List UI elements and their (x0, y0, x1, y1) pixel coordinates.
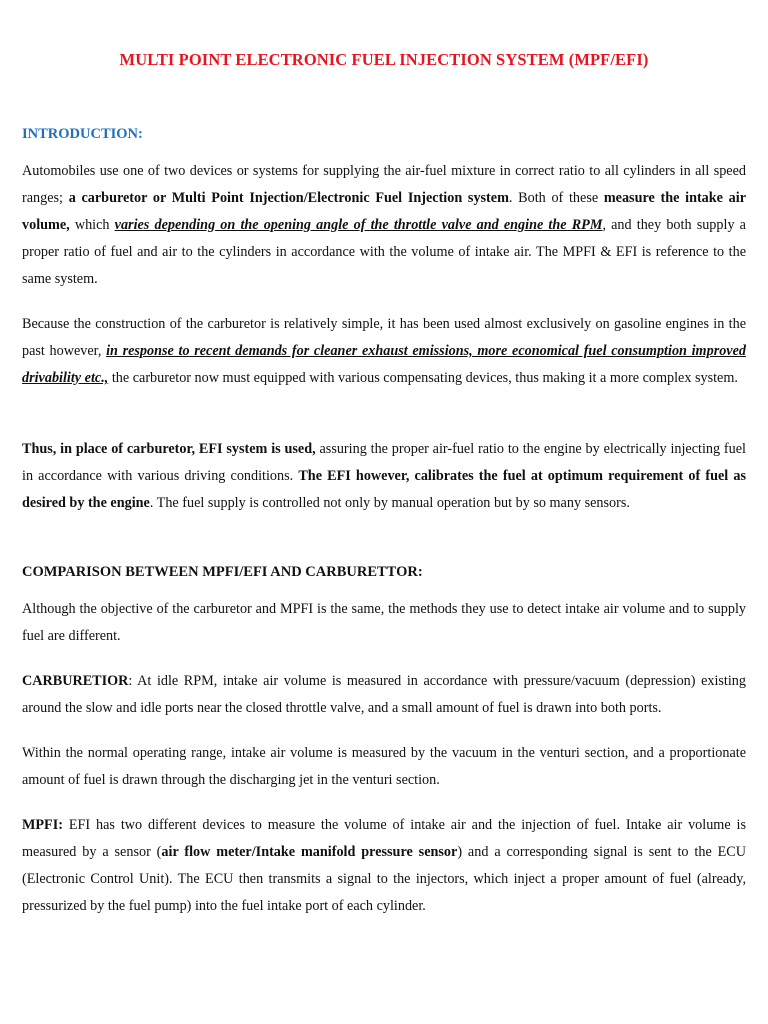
text-span: ) and a corresponding signal is sent to the ECU (Electronic Control Unit). The ECU then transmits a signal to the injectors, which inject a proper amount of fuel (already, pressurized by the fuel pump) into the fuel intake port of each cylinder. (22, 844, 747, 914)
comparison-paragraph-1: Although the objective of the carburetor and MPFI is the same, the methods they use to detect intake air volume and to supply fuel are different. (22, 601, 746, 644)
bold-span: The EFI however, calibrates the fuel at optimum requirement of fuel as desired by the engine (22, 468, 746, 511)
comparison-heading: COMPARISON BETWEEN MPFI/EFI AND CARBURETTOR: (22, 564, 423, 580)
bold-span: Thus, in place of carburetor, EFI system is used, (22, 441, 316, 457)
bold-span: MPFI: (22, 817, 63, 833)
bold-span: CARBURETIOR (22, 673, 129, 689)
intro-paragraph-2 (22, 311, 746, 392)
emphasis-span: varies depending on the opening angle of the throttle valve and engine the RPM (114, 217, 603, 233)
text-span: Because the construction of the carburetor is relatively simple, it has been used almost exclusively on gasoline engines in the past however, (22, 316, 746, 359)
introduction-heading: INTRODUCTION: (22, 126, 143, 142)
text-span: . The fuel supply is controlled not only by manual operation but by so many sensors. (149, 495, 630, 511)
bold-span: a carburetor or Multi Point Injection/Electronic Fuel Injection system (68, 190, 509, 206)
bold-span: measure the intake air volume, (22, 190, 747, 233)
emphasis-span: in response to recent demands for cleaner exhaust emissions, more economical fuel consumption improved drivability etc., (22, 343, 746, 386)
document-title: MULTI POINT ELECTRONIC FUEL INJECTION SYSTEM (MPF/EFI) (119, 50, 649, 69)
mpfi-paragraph (22, 812, 746, 920)
venturi-paragraph: Within the normal operating range, intake air volume is measured by the vacuum in the venturi section, and a proportionate amount of fuel is drawn through the discharging jet in the venturi section. (22, 745, 746, 788)
text-span: the carburetor now must equipped with various compensating devices, thus making it a more complex system. (108, 370, 738, 386)
intro-paragraph-1 (22, 158, 746, 293)
text-span: : At idle RPM, intake air volume is measured in accordance with pressure/vacuum (depression) existing around the slow and idle ports near the closed throttle valve, and a small amount of fuel is drawn into both ports. (22, 673, 746, 716)
intro-paragraph-3 (22, 436, 746, 517)
carburetor-paragraph (22, 668, 746, 722)
text-span: . Both of these (508, 190, 604, 206)
text-span: , and they both supply a proper ratio of fuel and air to the cylinders in accordance with the volume of intake air. The MPFI & EFI is reference to the same system. (22, 217, 746, 287)
text-span: assuring the proper air-fuel ratio to the engine by electrically injecting fuel in accordance with various driving conditions. (22, 441, 746, 484)
text-span: which (69, 217, 115, 233)
text-span: EFI has two different devices to measure the volume of intake air and the injection of fuel. Intake air volume is measured by a sensor ( (22, 817, 746, 860)
bold-span: air flow meter/Intake manifold pressure sensor (161, 844, 458, 860)
text-span: Automobiles use one of two devices or systems for supplying the air-fuel mixture in correct ratio to all cylinders in all speed ranges; (22, 163, 746, 206)
